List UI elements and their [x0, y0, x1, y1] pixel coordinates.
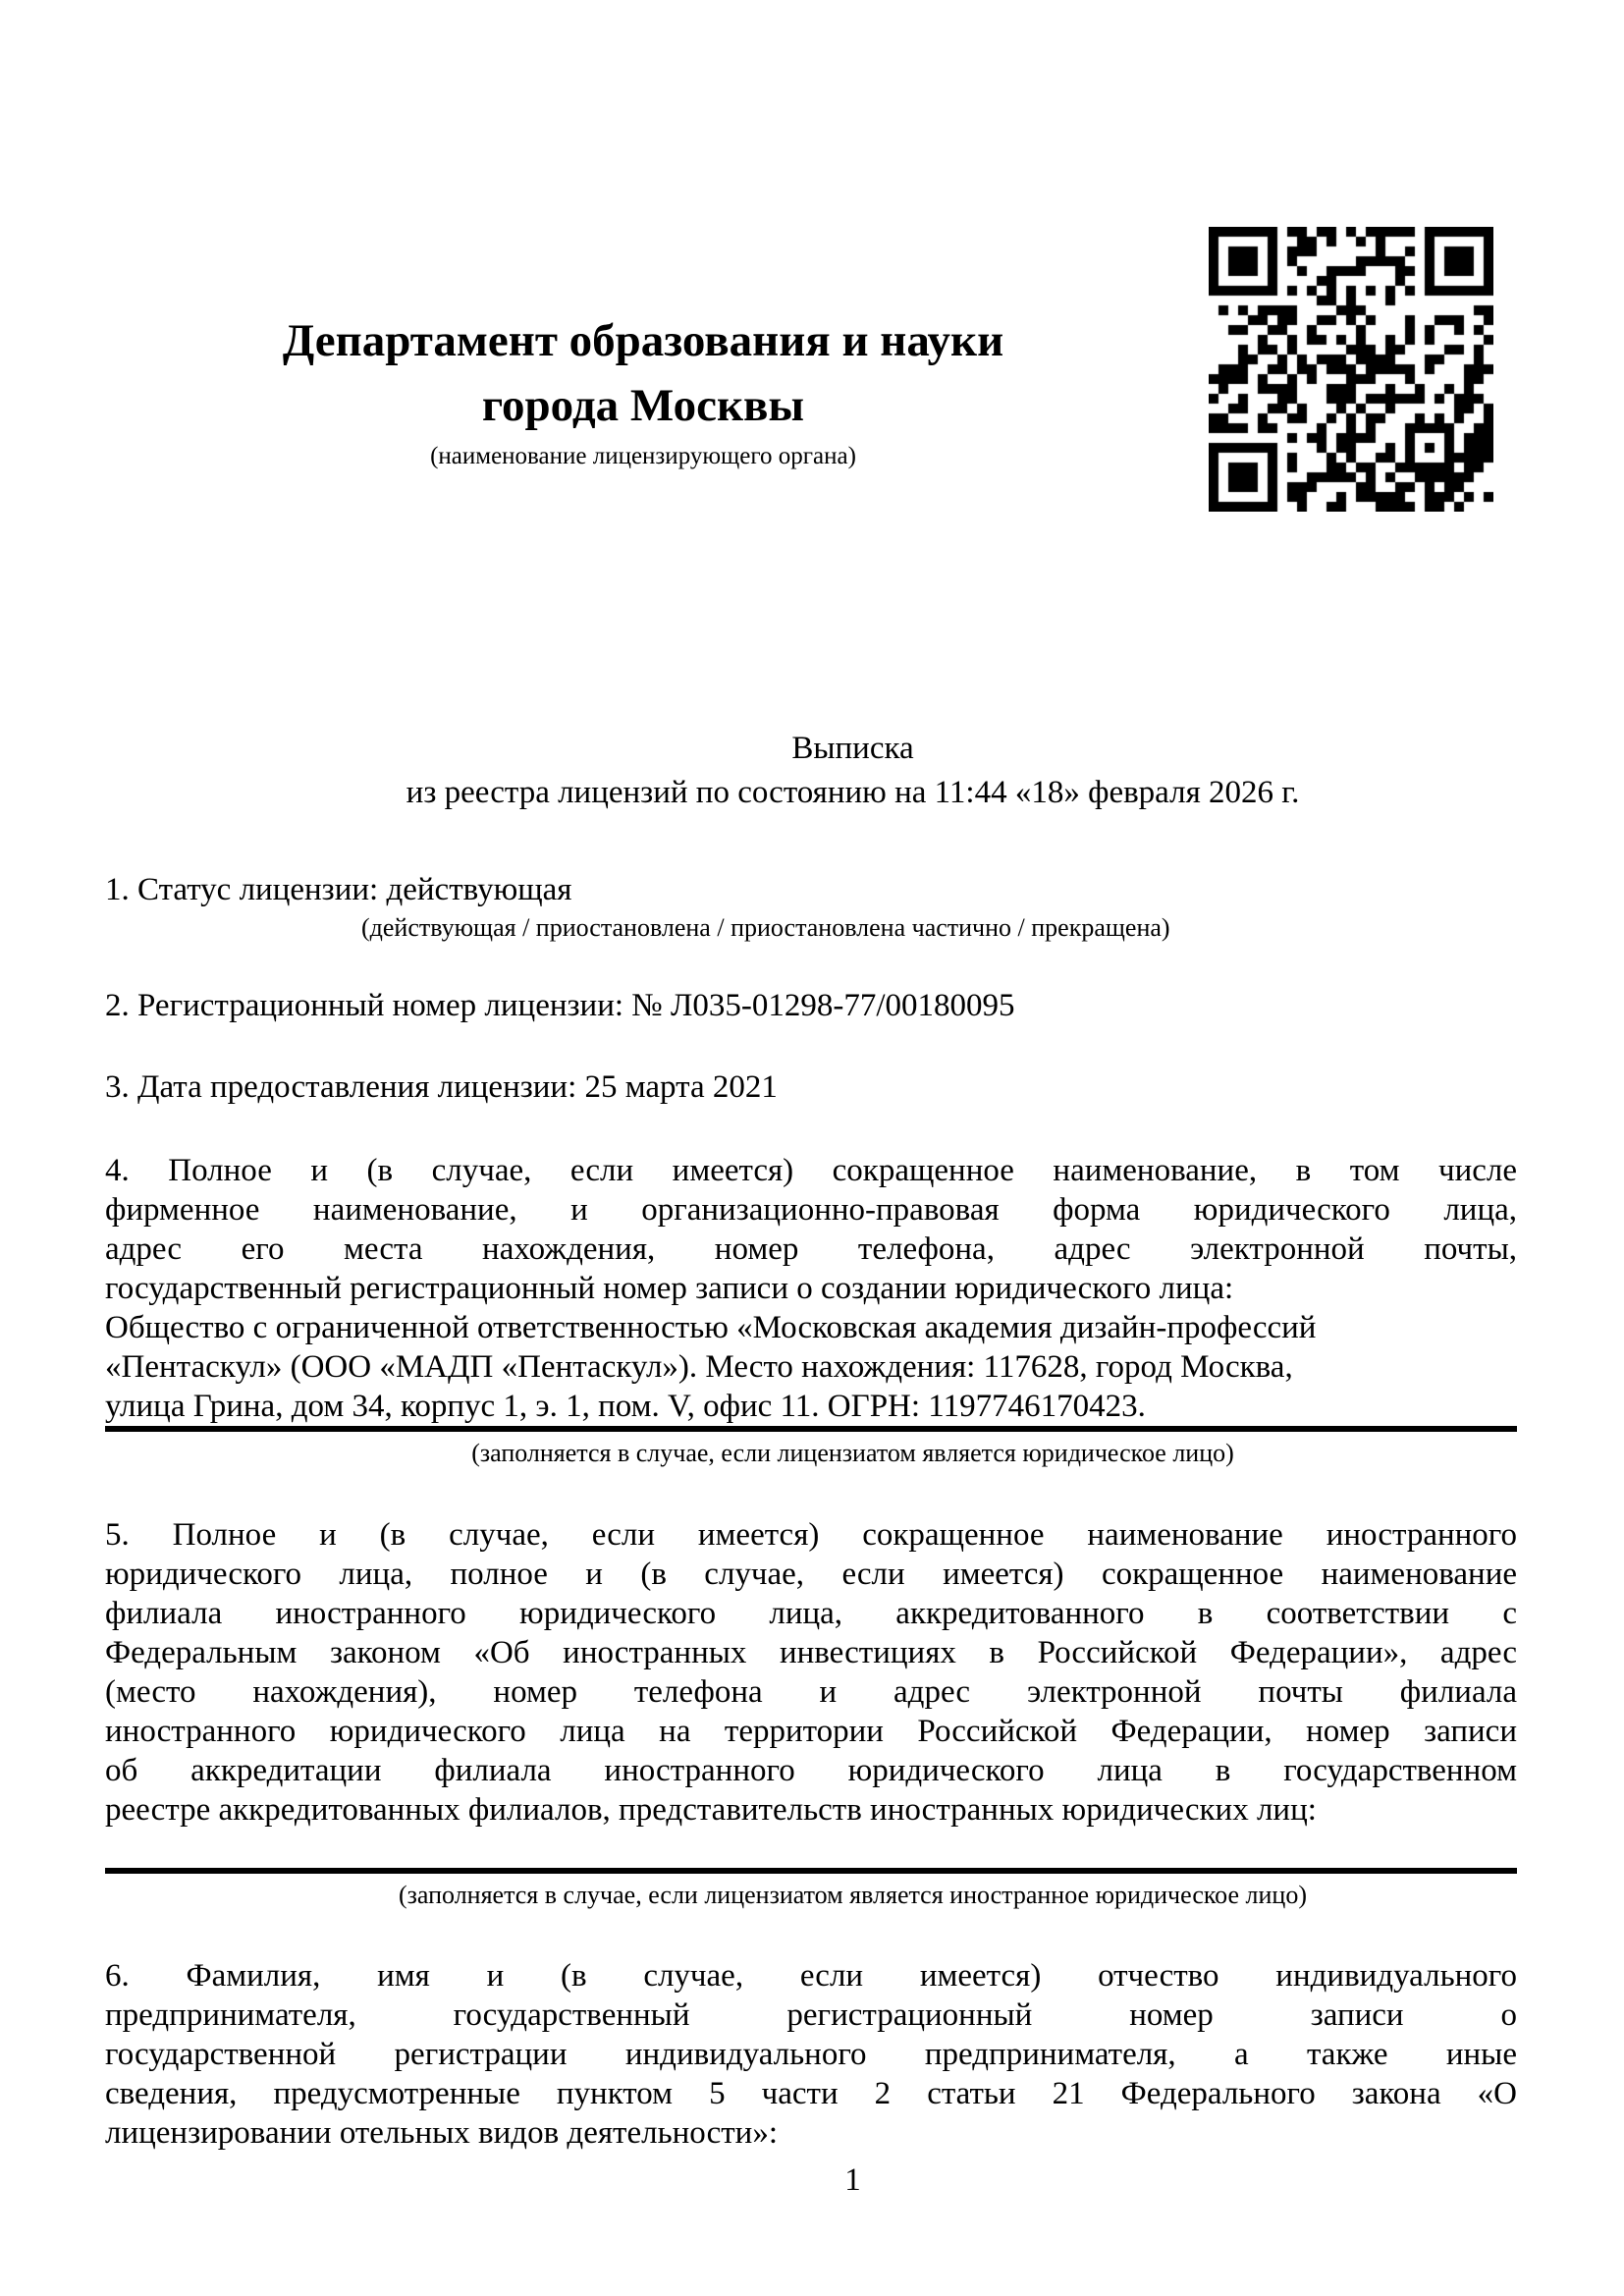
- qr-code-icon: [1209, 227, 1493, 512]
- paragraph-line: лицензировании отельных видов деятельности»:: [105, 2115, 778, 2151]
- paragraph-line: Федеральным законом «Об иностранных инвестициях в Российской Федерации», адрес: [105, 1635, 1517, 1670]
- divider-rule-foreign-entity: [105, 1868, 1517, 1874]
- paragraph-line: предпринимателя, государственный регистрационный номер записи о: [105, 1997, 1517, 2033]
- paragraph-line: иностранного юридического лица на территории Российской Федерации, номер записи: [105, 1714, 1517, 1749]
- paragraph-line: «Пентаскул» (ООО «МАДП «Пентаскул»). Место нахождения: 117628, город Москва,: [105, 1349, 1293, 1385]
- item-3-license-date: 3. Дата предоставления лицензии: 25 марта 2021: [105, 1069, 778, 1105]
- divider-rule-legal-entity: [105, 1426, 1517, 1432]
- paragraph-line: 5. Полное и (в случае, если имеется) сокращенное наименование иностранного: [105, 1517, 1517, 1553]
- page-number: 1: [844, 2162, 861, 2198]
- item-4-legal-entity-paragraph: [105, 1151, 1517, 1426]
- paragraph-line: сведения, предусмотренные пунктом 5 части 2 статьи 21 Федерального закона «О: [105, 2076, 1517, 2111]
- item-1-caption: (действующая / приостановлена / приостановлена частично / прекращена): [361, 913, 1170, 942]
- paragraph-line: филиала иностранного юридического лица, аккредитованного в соответствии с: [105, 1596, 1517, 1631]
- heading-subtitle: из реестра лицензий по состоянию на 11:44 «18» февраля 2026 г.: [406, 775, 1300, 810]
- paragraph-line: об аккредитации филиала иностранного юридического лица в государственном: [105, 1753, 1517, 1788]
- paragraph-line: Общество с ограниченной ответственностью «Московская академия дизайн-профессий: [105, 1310, 1317, 1345]
- licensing-authority-name-line2: города Москвы: [481, 380, 805, 431]
- item-6-entrepreneur-paragraph: [105, 1956, 1517, 2153]
- paragraph-line: адрес его места нахождения, номер телефона, адрес электронной почты,: [105, 1231, 1517, 1267]
- document-heading: [105, 727, 1600, 815]
- paragraph-line: реестре аккредитованных филиалов, представительств иностранных юридических лиц:: [105, 1792, 1317, 1828]
- paragraph-line: улица Грина, дом 34, корпус 1, э. 1, пом. V, офис 11. ОГРН: 1197746170423.: [105, 1389, 1146, 1424]
- item-5-foreign-entity-paragraph: [105, 1515, 1517, 1830]
- paragraph-line: (место нахождения), номер телефона и адрес электронной почты филиала: [105, 1674, 1517, 1710]
- licensing-authority-caption: (наименование лицензирующего органа): [430, 443, 856, 469]
- licensing-authority-name-line1: Департамент образования и науки: [282, 315, 1004, 366]
- heading-title: Выписка: [791, 731, 914, 766]
- paragraph-line: государственной регистрации индивидуального предпринимателя, а также иные: [105, 2037, 1517, 2072]
- item-4-caption: (заполняется в случае, если лицензиатом является юридическое лицо): [471, 1439, 1234, 1467]
- paragraph-line: 4. Полное и (в случае, если имеется) сокращенное наименование, в том числе: [105, 1153, 1517, 1188]
- paragraph-line: юридического лица, полное и (в случае, если имеется) сокращенное наименование: [105, 1557, 1517, 1592]
- item-1-license-status: 1. Статус лицензии: действующая: [105, 872, 572, 907]
- paragraph-line: фирменное наименование, и организационно-правовая форма юридического лица,: [105, 1192, 1517, 1228]
- licensing-authority-block: [105, 308, 1181, 471]
- item-2-registration-number: 2. Регистрационный номер лицензии: № Л035-01298-77/00180095: [105, 988, 1015, 1023]
- item-5-caption: (заполняется в случае, если лицензиатом является иностранное юридическое лицо): [399, 1881, 1307, 1909]
- paragraph-line: 6. Фамилия, имя и (в случае, если имеется) отчество индивидуального: [105, 1958, 1517, 1994]
- paragraph-line: государственный регистрационный номер записи о создании юридического лица:: [105, 1271, 1234, 1306]
